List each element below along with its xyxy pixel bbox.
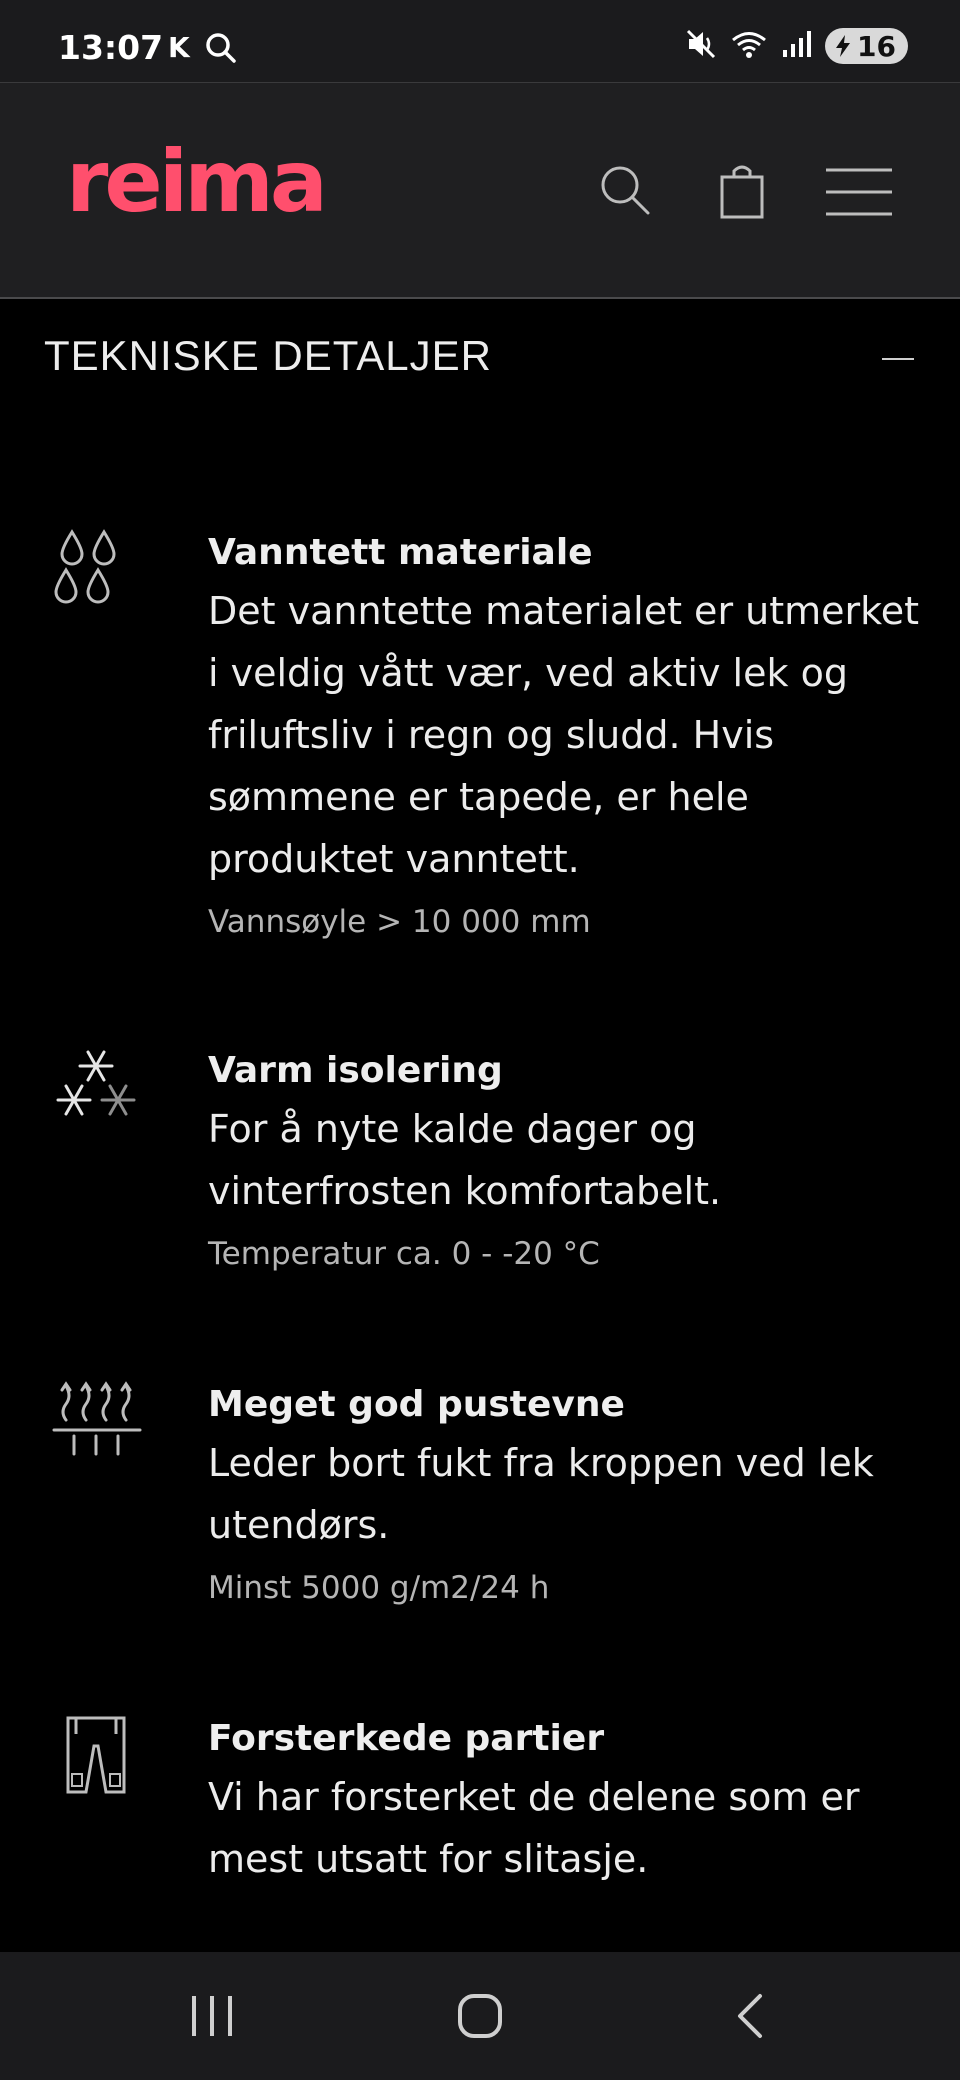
site-header <box>0 82 960 299</box>
signal-icon <box>781 29 811 63</box>
breathability-icon <box>52 1378 142 1468</box>
feature-description: Vi har forsterket de delene som er mest utsatt for slitasje. <box>208 1775 860 1881</box>
back-icon[interactable] <box>734 1992 766 2044</box>
water-drops-icon <box>52 526 142 616</box>
feature-description: Leder bort fukt fra kroppen ved lek utendørs. <box>208 1441 874 1547</box>
status-bar <box>0 0 960 82</box>
battery-icon <box>825 28 908 64</box>
feature-description: Det vanntette materialet er utmerket i veldig vått vær, ved aktiv lek og friluftsliv i regn og sludd. Hvis sømmene er tapede, er hele produktet vanntett. <box>208 589 920 881</box>
feature-description: For å nyte kalde dager og vinterfrosten komfortabelt. <box>208 1107 722 1213</box>
home-icon[interactable] <box>456 1992 504 2044</box>
feature-note: Vannsøyle > 10 000 mm <box>208 904 591 940</box>
feature-title: Vanntett materiale <box>208 532 593 573</box>
recent-apps-icon[interactable] <box>190 1992 234 2044</box>
system-nav-bar <box>0 1952 960 2080</box>
menu-icon[interactable] <box>826 167 892 221</box>
carrier-mark: K <box>168 31 190 64</box>
feature-note: Temperatur ca. 0 - -20 °C <box>208 1236 600 1272</box>
status-icons <box>685 28 908 64</box>
search-icon <box>205 32 237 68</box>
snowflakes-icon <box>52 1044 142 1134</box>
technical-details-header[interactable] <box>0 300 960 420</box>
feature-note: Minst 5000 g/m2/24 h <box>208 1570 550 1606</box>
collapse-icon[interactable] <box>882 358 914 360</box>
shopping-bag-icon[interactable] <box>718 163 766 223</box>
reinforced-pants-icon <box>52 1712 142 1802</box>
wifi-icon <box>731 28 767 64</box>
brand-logo[interactable]: reima <box>66 132 324 232</box>
status-time: 13:07 <box>58 28 164 67</box>
mute-icon <box>685 28 717 64</box>
feature-title: Forsterkede partier <box>208 1718 605 1759</box>
section-title: TEKNISKE DETALJER <box>44 332 492 379</box>
feature-title: Meget god pustevne <box>208 1384 625 1425</box>
feature-title: Varm isolering <box>208 1050 503 1091</box>
battery-level: 16 <box>857 29 896 63</box>
search-icon[interactable] <box>598 163 652 221</box>
